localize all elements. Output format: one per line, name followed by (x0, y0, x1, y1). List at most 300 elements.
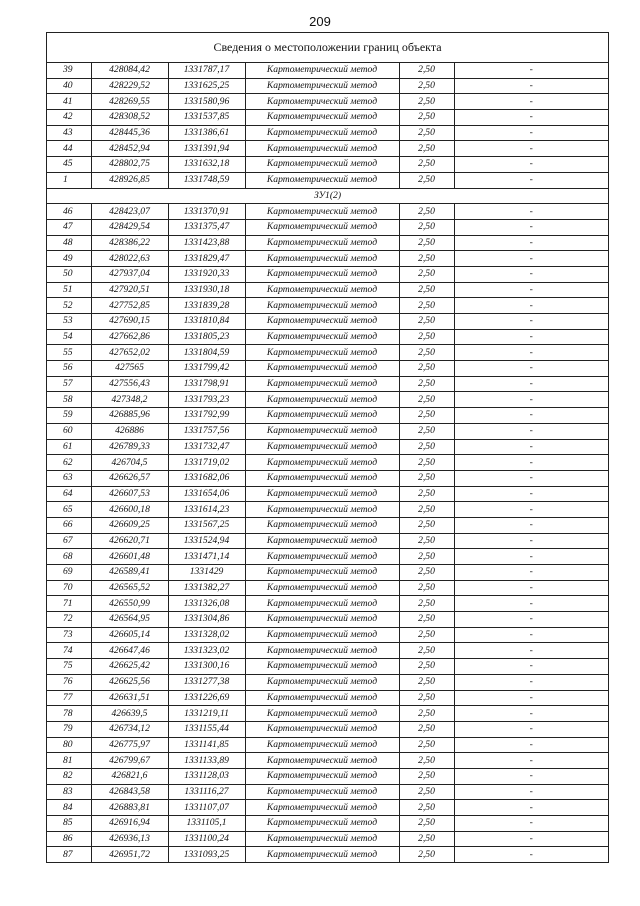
method-cell: Картометрический метод (245, 517, 399, 533)
y-coordinate-cell: 1331682,06 (168, 470, 245, 486)
method-cell: Картометрический метод (245, 674, 399, 690)
note-cell: - (454, 565, 608, 581)
point-number-cell: 71 (47, 596, 91, 612)
point-number-cell: 68 (47, 549, 91, 565)
note-cell: - (454, 816, 608, 832)
note-cell: - (454, 517, 608, 533)
method-cell: Картометрический метод (245, 768, 399, 784)
table-row (47, 314, 608, 330)
table-row (47, 282, 608, 298)
accuracy-cell: 2,50 (399, 549, 454, 565)
x-coordinate-cell: 428423,07 (91, 204, 168, 220)
note-cell: - (454, 549, 608, 565)
note-cell: - (454, 251, 608, 267)
x-coordinate-cell: 428926,85 (91, 172, 168, 188)
method-cell: Картометрический метод (245, 266, 399, 282)
method-cell: Картометрический метод (245, 235, 399, 251)
table-row (47, 345, 608, 361)
point-number-cell: 55 (47, 345, 91, 361)
note-cell: - (454, 706, 608, 722)
y-coordinate-cell: 1331226,69 (168, 690, 245, 706)
point-number-cell: 54 (47, 329, 91, 345)
x-coordinate-cell: 427920,51 (91, 282, 168, 298)
table-row (47, 517, 608, 533)
table-row (47, 549, 608, 565)
accuracy-cell: 2,50 (399, 361, 454, 377)
method-cell: Картометрический метод (245, 78, 399, 94)
accuracy-cell: 2,50 (399, 251, 454, 267)
note-cell: - (454, 282, 608, 298)
y-coordinate-cell: 1331625,25 (168, 78, 245, 94)
note-cell: - (454, 63, 608, 78)
point-number-cell: 65 (47, 502, 91, 518)
sheet-title: Сведения о местоположении границ объекта (47, 33, 608, 63)
note-cell: - (454, 172, 608, 188)
table-row (47, 753, 608, 769)
y-coordinate-cell: 1331829,47 (168, 251, 245, 267)
method-cell: Картометрический метод (245, 157, 399, 173)
table-row (47, 816, 608, 832)
y-coordinate-cell: 1331839,28 (168, 298, 245, 314)
accuracy-cell: 2,50 (399, 78, 454, 94)
method-cell: Картометрический метод (245, 314, 399, 330)
x-coordinate-cell: 426564,95 (91, 612, 168, 628)
x-coordinate-cell: 426799,67 (91, 753, 168, 769)
y-coordinate-cell: 1331277,38 (168, 674, 245, 690)
point-number-cell: 81 (47, 753, 91, 769)
note-cell: - (454, 408, 608, 424)
y-coordinate-cell: 1331654,06 (168, 486, 245, 502)
method-cell: Картометрический метод (245, 376, 399, 392)
y-coordinate-cell: 1331580,96 (168, 94, 245, 110)
y-coordinate-cell: 1331793,23 (168, 392, 245, 408)
method-cell: Картометрический метод (245, 706, 399, 722)
x-coordinate-cell: 426565,52 (91, 580, 168, 596)
x-coordinate-cell: 426639,5 (91, 706, 168, 722)
note-cell: - (454, 659, 608, 675)
point-number-cell: 62 (47, 455, 91, 471)
y-coordinate-cell: 1331719,02 (168, 455, 245, 471)
y-coordinate-cell: 1331116,27 (168, 784, 245, 800)
y-coordinate-cell: 1331300,16 (168, 659, 245, 675)
note-cell: - (454, 784, 608, 800)
point-number-cell: 82 (47, 768, 91, 784)
point-number-cell: 56 (47, 361, 91, 377)
point-number-cell: 87 (47, 847, 91, 862)
table-row (47, 565, 608, 581)
accuracy-cell: 2,50 (399, 376, 454, 392)
x-coordinate-cell: 426631,51 (91, 690, 168, 706)
x-coordinate-cell: 426600,18 (91, 502, 168, 518)
point-number-cell: 79 (47, 721, 91, 737)
point-number-cell: 57 (47, 376, 91, 392)
table-row (47, 251, 608, 267)
x-coordinate-cell: 428084,42 (91, 63, 168, 78)
accuracy-cell: 2,50 (399, 517, 454, 533)
method-cell: Картометрический метод (245, 423, 399, 439)
coordinates-sheet (46, 32, 609, 863)
x-coordinate-cell: 426883,81 (91, 800, 168, 816)
accuracy-cell: 2,50 (399, 125, 454, 141)
x-coordinate-cell: 428429,54 (91, 219, 168, 235)
y-coordinate-cell: 1331567,25 (168, 517, 245, 533)
accuracy-cell: 2,50 (399, 423, 454, 439)
table-row (47, 141, 608, 157)
table-row (47, 78, 608, 94)
y-coordinate-cell: 1331386,61 (168, 125, 245, 141)
x-coordinate-cell: 426626,57 (91, 470, 168, 486)
method-cell: Картометрический метод (245, 141, 399, 157)
table-row (47, 172, 608, 188)
method-cell: Картометрический метод (245, 486, 399, 502)
y-coordinate-cell: 1331328,02 (168, 627, 245, 643)
point-number-cell: 73 (47, 627, 91, 643)
y-coordinate-cell: 1331792,99 (168, 408, 245, 424)
x-coordinate-cell: 427652,02 (91, 345, 168, 361)
x-coordinate-cell: 426620,71 (91, 533, 168, 549)
y-coordinate-cell: 1331141,85 (168, 737, 245, 753)
x-coordinate-cell: 427937,04 (91, 266, 168, 282)
x-coordinate-cell: 427565 (91, 361, 168, 377)
method-cell: Картометрический метод (245, 219, 399, 235)
point-number-cell: 69 (47, 565, 91, 581)
accuracy-cell: 2,50 (399, 329, 454, 345)
point-number-cell: 76 (47, 674, 91, 690)
point-number-cell: 45 (47, 157, 91, 173)
method-cell: Картометрический метод (245, 63, 399, 78)
x-coordinate-cell: 427348,2 (91, 392, 168, 408)
table-row (47, 847, 608, 862)
accuracy-cell: 2,50 (399, 204, 454, 220)
accuracy-cell: 2,50 (399, 314, 454, 330)
note-cell: - (454, 768, 608, 784)
y-coordinate-cell: 1331524,94 (168, 533, 245, 549)
x-coordinate-cell: 426550,99 (91, 596, 168, 612)
x-coordinate-cell: 426607,53 (91, 486, 168, 502)
table-row (47, 580, 608, 596)
y-coordinate-cell: 1331323,02 (168, 643, 245, 659)
accuracy-cell: 2,50 (399, 455, 454, 471)
method-cell: Картометрический метод (245, 753, 399, 769)
method-cell: Картометрический метод (245, 816, 399, 832)
accuracy-cell: 2,50 (399, 674, 454, 690)
table-row (47, 376, 608, 392)
table-row (47, 533, 608, 549)
y-coordinate-cell: 1331804,59 (168, 345, 245, 361)
point-number-cell: 67 (47, 533, 91, 549)
method-cell: Картометрический метод (245, 549, 399, 565)
point-number-cell: 51 (47, 282, 91, 298)
method-cell: Картометрический метод (245, 172, 399, 188)
method-cell: Картометрический метод (245, 800, 399, 816)
accuracy-cell: 2,50 (399, 502, 454, 518)
y-coordinate-cell: 1331133,89 (168, 753, 245, 769)
accuracy-cell: 2,50 (399, 565, 454, 581)
note-cell: - (454, 533, 608, 549)
method-cell: Картометрический метод (245, 439, 399, 455)
x-coordinate-cell: 426589,41 (91, 565, 168, 581)
accuracy-cell: 2,50 (399, 172, 454, 188)
y-coordinate-cell: 1331093,25 (168, 847, 245, 862)
y-coordinate-cell: 1331370,91 (168, 204, 245, 220)
table-row (47, 298, 608, 314)
point-number-cell: 86 (47, 831, 91, 847)
x-coordinate-cell: 426936,13 (91, 831, 168, 847)
point-number-cell: 83 (47, 784, 91, 800)
note-cell: - (454, 580, 608, 596)
table-row (47, 329, 608, 345)
point-number-cell: 50 (47, 266, 91, 282)
note-cell: - (454, 204, 608, 220)
note-cell: - (454, 110, 608, 126)
table-row (47, 204, 608, 220)
y-coordinate-cell: 1331798,91 (168, 376, 245, 392)
accuracy-cell: 2,50 (399, 235, 454, 251)
note-cell: - (454, 627, 608, 643)
method-cell: Картометрический метод (245, 345, 399, 361)
accuracy-cell: 2,50 (399, 784, 454, 800)
table-row (47, 219, 608, 235)
table-row (47, 423, 608, 439)
y-coordinate-cell: 1331326,08 (168, 596, 245, 612)
y-coordinate-cell: 1331100,24 (168, 831, 245, 847)
accuracy-cell: 2,50 (399, 266, 454, 282)
method-cell: Картометрический метод (245, 690, 399, 706)
note-cell: - (454, 737, 608, 753)
note-cell: - (454, 392, 608, 408)
method-cell: Картометрический метод (245, 298, 399, 314)
table-row (47, 470, 608, 486)
note-cell: - (454, 345, 608, 361)
note-cell: - (454, 439, 608, 455)
accuracy-cell: 2,50 (399, 439, 454, 455)
method-cell: Картометрический метод (245, 408, 399, 424)
note-cell: - (454, 690, 608, 706)
table-row (47, 361, 608, 377)
point-number-cell: 49 (47, 251, 91, 267)
table-row (47, 439, 608, 455)
x-coordinate-cell: 428269,55 (91, 94, 168, 110)
note-cell: - (454, 643, 608, 659)
table-row (47, 596, 608, 612)
method-cell: Картометрический метод (245, 596, 399, 612)
x-coordinate-cell: 427662,86 (91, 329, 168, 345)
x-coordinate-cell: 428452,94 (91, 141, 168, 157)
method-cell: Картометрический метод (245, 361, 399, 377)
point-number-cell: 40 (47, 78, 91, 94)
table-row (47, 800, 608, 816)
accuracy-cell: 2,50 (399, 219, 454, 235)
accuracy-cell: 2,50 (399, 298, 454, 314)
y-coordinate-cell: 1331304,86 (168, 612, 245, 628)
accuracy-cell: 2,50 (399, 345, 454, 361)
x-coordinate-cell: 428802,75 (91, 157, 168, 173)
x-coordinate-cell: 426789,33 (91, 439, 168, 455)
note-cell: - (454, 157, 608, 173)
note-cell: - (454, 376, 608, 392)
method-cell: Картометрический метод (245, 643, 399, 659)
y-coordinate-cell: 1331757,56 (168, 423, 245, 439)
accuracy-cell: 2,50 (399, 580, 454, 596)
method-cell: Картометрический метод (245, 737, 399, 753)
y-coordinate-cell: 1331732,47 (168, 439, 245, 455)
table-row (47, 721, 608, 737)
section-row (47, 188, 608, 204)
point-number-cell: 63 (47, 470, 91, 486)
point-number-cell: 72 (47, 612, 91, 628)
table-row (47, 831, 608, 847)
y-coordinate-cell: 1331471,14 (168, 549, 245, 565)
method-cell: Картометрический метод (245, 204, 399, 220)
accuracy-cell: 2,50 (399, 737, 454, 753)
y-coordinate-cell: 1331423,88 (168, 235, 245, 251)
x-coordinate-cell: 427690,15 (91, 314, 168, 330)
section-label: ЗУ1(2) (47, 188, 608, 204)
y-coordinate-cell: 1331429 (168, 565, 245, 581)
table-row (47, 643, 608, 659)
x-coordinate-cell: 426916,94 (91, 816, 168, 832)
accuracy-cell: 2,50 (399, 768, 454, 784)
method-cell: Картометрический метод (245, 612, 399, 628)
y-coordinate-cell: 1331614,23 (168, 502, 245, 518)
method-cell: Картометрический метод (245, 282, 399, 298)
page-number: 209 (309, 14, 331, 29)
x-coordinate-cell: 428022,63 (91, 251, 168, 267)
table-row (47, 110, 608, 126)
table-row (47, 486, 608, 502)
table-row (47, 125, 608, 141)
y-coordinate-cell: 1331155,44 (168, 721, 245, 737)
note-cell: - (454, 125, 608, 141)
method-cell: Картометрический метод (245, 110, 399, 126)
accuracy-cell: 2,50 (399, 533, 454, 549)
method-cell: Картометрический метод (245, 533, 399, 549)
method-cell: Картометрический метод (245, 831, 399, 847)
accuracy-cell: 2,50 (399, 753, 454, 769)
point-number-cell: 59 (47, 408, 91, 424)
y-coordinate-cell: 1331107,07 (168, 800, 245, 816)
point-number-cell: 58 (47, 392, 91, 408)
note-cell: - (454, 596, 608, 612)
accuracy-cell: 2,50 (399, 847, 454, 862)
x-coordinate-cell: 426704,5 (91, 455, 168, 471)
y-coordinate-cell: 1331810,84 (168, 314, 245, 330)
point-number-cell: 1 (47, 172, 91, 188)
note-cell: - (454, 423, 608, 439)
table-row (47, 157, 608, 173)
point-number-cell: 41 (47, 94, 91, 110)
y-coordinate-cell: 1331105,1 (168, 816, 245, 832)
note-cell: - (454, 266, 608, 282)
x-coordinate-cell: 427752,85 (91, 298, 168, 314)
note-cell: - (454, 78, 608, 94)
point-number-cell: 61 (47, 439, 91, 455)
method-cell: Картометрический метод (245, 721, 399, 737)
point-number-cell: 74 (47, 643, 91, 659)
method-cell: Картометрический метод (245, 94, 399, 110)
note-cell: - (454, 800, 608, 816)
note-cell: - (454, 612, 608, 628)
note-cell: - (454, 455, 608, 471)
accuracy-cell: 2,50 (399, 408, 454, 424)
y-coordinate-cell: 1331632,18 (168, 157, 245, 173)
x-coordinate-cell: 427556,43 (91, 376, 168, 392)
y-coordinate-cell: 1331128,03 (168, 768, 245, 784)
method-cell: Картометрический метод (245, 580, 399, 596)
x-coordinate-cell: 426885,96 (91, 408, 168, 424)
note-cell: - (454, 502, 608, 518)
accuracy-cell: 2,50 (399, 816, 454, 832)
x-coordinate-cell: 428308,52 (91, 110, 168, 126)
y-coordinate-cell: 1331930,18 (168, 282, 245, 298)
y-coordinate-cell: 1331382,27 (168, 580, 245, 596)
accuracy-cell: 2,50 (399, 612, 454, 628)
table-row (47, 737, 608, 753)
table-row (47, 455, 608, 471)
table-row (47, 408, 608, 424)
point-number-cell: 64 (47, 486, 91, 502)
y-coordinate-cell: 1331375,47 (168, 219, 245, 235)
point-number-cell: 77 (47, 690, 91, 706)
method-cell: Картометрический метод (245, 502, 399, 518)
point-number-cell: 52 (47, 298, 91, 314)
accuracy-cell: 2,50 (399, 141, 454, 157)
accuracy-cell: 2,50 (399, 627, 454, 643)
note-cell: - (454, 235, 608, 251)
accuracy-cell: 2,50 (399, 643, 454, 659)
table-row (47, 235, 608, 251)
point-number-cell: 43 (47, 125, 91, 141)
accuracy-cell: 2,50 (399, 690, 454, 706)
method-cell: Картометрический метод (245, 329, 399, 345)
x-coordinate-cell: 426601,48 (91, 549, 168, 565)
note-cell: - (454, 141, 608, 157)
point-number-cell: 70 (47, 580, 91, 596)
note-cell: - (454, 314, 608, 330)
accuracy-cell: 2,50 (399, 282, 454, 298)
accuracy-cell: 2,50 (399, 63, 454, 78)
table-row (47, 690, 608, 706)
method-cell: Картометрический метод (245, 470, 399, 486)
table-row (47, 627, 608, 643)
table-row (47, 94, 608, 110)
method-cell: Картометрический метод (245, 392, 399, 408)
accuracy-cell: 2,50 (399, 486, 454, 502)
method-cell: Картометрический метод (245, 784, 399, 800)
point-number-cell: 39 (47, 63, 91, 78)
method-cell: Картометрический метод (245, 847, 399, 862)
y-coordinate-cell: 1331748,59 (168, 172, 245, 188)
note-cell: - (454, 361, 608, 377)
table-row (47, 266, 608, 282)
point-number-cell: 44 (47, 141, 91, 157)
note-cell: - (454, 298, 608, 314)
point-number-cell: 46 (47, 204, 91, 220)
point-number-cell: 47 (47, 219, 91, 235)
accuracy-cell: 2,50 (399, 659, 454, 675)
x-coordinate-cell: 426625,42 (91, 659, 168, 675)
x-coordinate-cell: 426734,12 (91, 721, 168, 737)
note-cell: - (454, 219, 608, 235)
y-coordinate-cell: 1331391,94 (168, 141, 245, 157)
coordinates-table (47, 63, 608, 862)
table-row (47, 502, 608, 518)
y-coordinate-cell: 1331799,42 (168, 361, 245, 377)
x-coordinate-cell: 428386,22 (91, 235, 168, 251)
method-cell: Картометрический метод (245, 627, 399, 643)
point-number-cell: 84 (47, 800, 91, 816)
y-coordinate-cell: 1331805,23 (168, 329, 245, 345)
